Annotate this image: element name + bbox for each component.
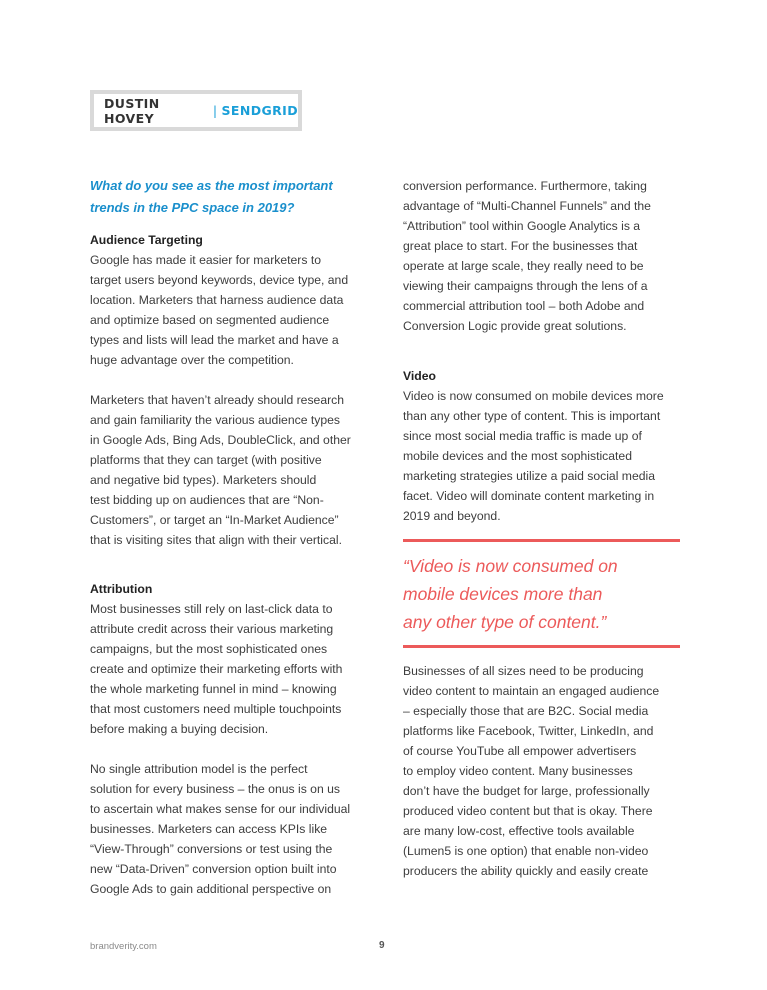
- pull-quote-bottom-rule: [403, 645, 680, 648]
- author-header-box: [90, 90, 302, 131]
- video-paragraph-1: Video is now consumed on mobile devices more than any other type of content. This is important since most social media traffic is made up of mobile devices and the most sophisticated marketing strategies utilize a paid social media facet. Video will dominate content marketing in 2019 and beyond.: [403, 389, 664, 523]
- attribution-paragraph-2: No single attribution model is the perfect solution for every business – the onus is on us to ascertain what makes sense for our individual businesses. Marketers can access KPIs like “View-Through” conversions or test using the new “Data-Driven” conversion option built into Google Ads to gain additional perspective on: [90, 762, 351, 896]
- section-heading-attribution: Attribution: [90, 582, 153, 596]
- page-number: 9: [379, 940, 385, 951]
- left-column: [90, 176, 370, 899]
- header-separator: |: [212, 103, 218, 118]
- audience-paragraph-2: Marketers that haven’t already should research and gain familiarity the various audience types in Google Ads, Bing Ads, DoubleClick, and other platforms that they can target (with positive and negative bid types). Marketers should test bidding up on audiences that are “Non- Customers”, or target an “In-Market Audience” that is visiting sites that align with their vertical.: [90, 393, 351, 547]
- section-heading-audience: Audience Targeting: [90, 233, 203, 247]
- right-column: [403, 176, 685, 526]
- section-heading-video: Video: [403, 369, 436, 383]
- author-company: SENDGRID: [221, 103, 298, 118]
- interview-question: What do you see as the most important trends in the PPC space in 2019?: [90, 178, 333, 215]
- footer-website: brandverity.com: [90, 941, 157, 952]
- video-paragraph-2: Businesses of all sizes need to be producing video content to maintain an engaged audience – especially those that are B2C. Social media platforms like Facebook, Twitter, LinkedIn, and of course YouTube all empower advertisers to employ video content. Many businesses don’t have the budget for large, professionally produced video content but that is okay. There are many low-cost, effective tools available (Lumen5 is one option) that enable non-video producers the ability quickly and easily create: [403, 664, 660, 878]
- audience-paragraph-1: Google has made it easier for marketers to target users beyond keywords, device type, and location. Marketers that harness audience data and optimize based on segmented audience types and lists will lead the market and have a huge advantage over the competition.: [90, 253, 349, 367]
- pull-quote-text: “Video is now consumed on mobile devices more than any other type of content.”: [403, 556, 618, 632]
- attribution-continued-paragraph: conversion performance. Furthermore, taking advantage of “Multi-Channel Funnels” and the “Attribution” tool within Google Analytics is a great place to start. For the businesses that operate at large scale, they really need to be viewing their campaigns through the lens of a commercial attribution tool – both Adobe and Conversion Logic provide great solutions.: [403, 179, 651, 333]
- author-name: DUSTIN HOVEY: [104, 95, 160, 126]
- pull-quote: [403, 539, 680, 648]
- attribution-paragraph-1: Most businesses still rely on last-click data to attribute credit across their various marketing campaigns, but the most sophisticated ones create and optimize their marketing efforts with the whole marketing funnel in mind – knowing that most customers need multiple touchpoints before making a buying decision.: [90, 602, 343, 736]
- right-column-lower: [403, 661, 685, 881]
